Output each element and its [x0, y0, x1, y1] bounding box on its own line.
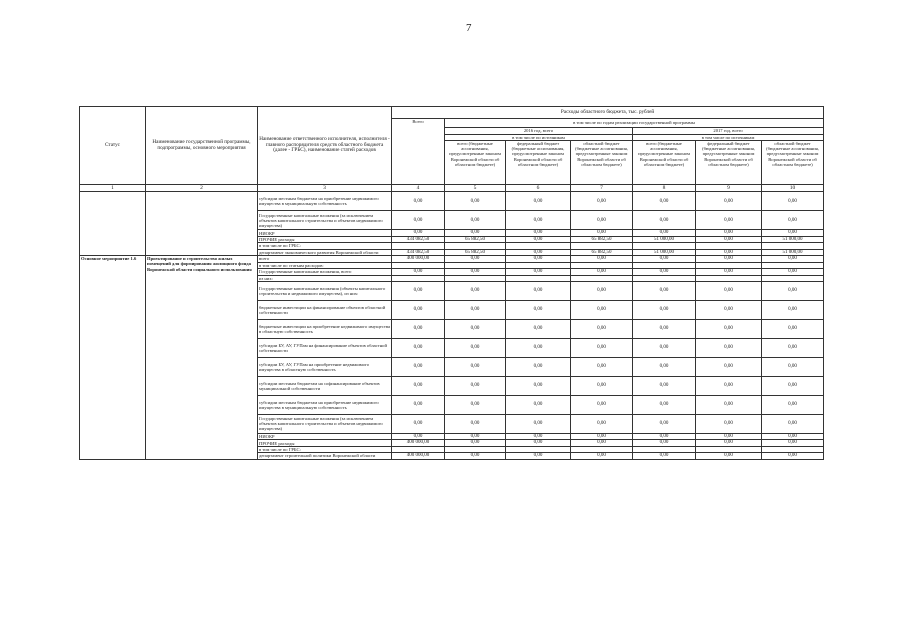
column-index-row [80, 185, 824, 192]
amount-cell: 0,00 [633, 268, 696, 275]
amount-cell: 0,00 [571, 414, 633, 433]
amount-cell: 0,00 [445, 395, 506, 414]
header-year-2016: 2016 год, всего [445, 128, 633, 135]
amount-cell: 0,00 [762, 319, 824, 338]
amount-cell: 0,00 [633, 433, 696, 440]
column-index: 7 [571, 185, 633, 192]
amount-cell: 0,00 [392, 211, 445, 230]
amount-cell: 0,00 [445, 414, 506, 433]
amount-cell: 0,00 [762, 256, 824, 263]
amount-cell: 0,00 [696, 300, 762, 319]
expense-item-label: Государственные капитальные вложения, всего [258, 268, 392, 275]
amount-cell: 0,00 [571, 376, 633, 395]
budget-table [79, 106, 824, 460]
table-row [80, 192, 824, 211]
amount-cell: 0,00 [445, 376, 506, 395]
amount-cell: 0,00 [445, 357, 506, 376]
amount-cell: 0,00 [762, 414, 824, 433]
column-index: 6 [506, 185, 571, 192]
amount-cell: 0,00 [762, 433, 824, 440]
header-src-all-2016: всего (бюджетные ассигнования, предусмотренные законом Воронежской области об областном бюджете) [445, 141, 506, 185]
measure-status: Основное мероприятие 1.6 [80, 256, 146, 459]
amount-cell: 0,00 [633, 192, 696, 211]
amount-cell: 0,00 [633, 357, 696, 376]
amount-cell: 0,00 [445, 230, 506, 237]
column-index: 2 [146, 185, 258, 192]
amount-cell: 0,00 [506, 395, 571, 414]
amount-cell: 0,00 [633, 414, 696, 433]
amount-cell: 65 882,50 [571, 249, 633, 256]
amount-cell: 65 882,50 [445, 249, 506, 256]
amount-cell: 0,00 [633, 395, 696, 414]
amount-cell: 0,00 [506, 236, 571, 243]
expense-item-label: в том числе по статьям расходов: [258, 262, 392, 268]
expense-item-label: субсидии местным бюджетам на приобретение недвижимого имущества в муниципальную собственность [258, 192, 392, 211]
header-src-fed-2016: федеральный бюджет (бюджетные ассигнования, предусмотренные законом Воронежской области об областном бюджете) [506, 141, 571, 185]
amount-cell: 0,00 [696, 211, 762, 230]
header-expenses: Расходы областного бюджета, тыс. рублей [392, 107, 824, 119]
amount-cell: 0,00 [696, 338, 762, 357]
amount-cell: 0,00 [696, 249, 762, 256]
amount-cell: 0,00 [762, 357, 824, 376]
status-cell-empty [80, 192, 146, 256]
expense-item-label: НИОКР [258, 433, 392, 440]
expense-item-label: Государственные капитальные вложения (за исключением объектов капитального строительства и объектов недвижимого имущества) [258, 414, 392, 433]
amount-cell: 0,00 [696, 256, 762, 263]
header-src-reg-2017: областной бюджет (бюджетные ассигнования, предусмотренные законом Воронежской области об областном бюджете) [762, 141, 824, 185]
amount-cell: 0,00 [762, 376, 824, 395]
amount-cell: 0,00 [506, 268, 571, 275]
header-status: Статус [80, 107, 146, 185]
amount-cell: 0,00 [571, 319, 633, 338]
amount-cell: 400 000,00 [392, 256, 445, 263]
amount-cell: 0,00 [762, 300, 824, 319]
program-cell-empty [146, 192, 258, 256]
amount-cell: 0,00 [696, 230, 762, 237]
column-index: 3 [258, 185, 392, 192]
amount-cell: 0,00 [506, 300, 571, 319]
amount-cell: 0,00 [696, 268, 762, 275]
amount-cell: 0,00 [696, 376, 762, 395]
amount-cell: 0,00 [445, 338, 506, 357]
amount-cell: 0,00 [506, 357, 571, 376]
header-year-2017: 2017 год, всего [633, 128, 824, 135]
expense-item-label: департамент экономического развития Воронежской области [258, 249, 392, 256]
amount-cell: 0,00 [445, 440, 506, 447]
amount-cell: 0,00 [506, 230, 571, 237]
amount-cell: 0,00 [445, 433, 506, 440]
amount-cell: 0,00 [506, 192, 571, 211]
amount-cell: 0,00 [506, 281, 571, 300]
amount-cell: 0,00 [392, 338, 445, 357]
amount-cell: 0,00 [696, 357, 762, 376]
expense-item-label: субсидии местным бюджетам на софинансирование объектов муниципальной собственности [258, 376, 392, 395]
amount-cell: 0,00 [571, 192, 633, 211]
amount-cell: 0,00 [392, 376, 445, 395]
column-index: 4 [392, 185, 445, 192]
amount-cell: 0,00 [445, 281, 506, 300]
header-src-fed-2017: федеральный бюджет (бюджетные ассигнования, предусмотренные законом Воронежской области об областном бюджете) [696, 141, 762, 185]
amount-cell: 0,00 [506, 414, 571, 433]
amount-cell: 0,00 [392, 230, 445, 237]
amount-cell: 51 000,00 [762, 236, 824, 243]
amount-cell: 0,00 [506, 211, 571, 230]
amount-cell: 0,00 [571, 230, 633, 237]
header-src-all-2017: всего (бюджетные ассигнования, предусмотренные законом Воронежской области об областном бюджете) [633, 141, 696, 185]
amount-cell: 0,00 [633, 319, 696, 338]
measure-program: Проектирование и строительство жилых помещений для формирования жилищного фонда Воронежской области социального использования [146, 256, 258, 459]
amount-cell: 0,00 [506, 319, 571, 338]
amount-cell: 0,00 [571, 281, 633, 300]
amount-cell: 0,00 [696, 236, 762, 243]
amount-cell: 0,00 [392, 319, 445, 338]
amount-cell: 0,00 [506, 433, 571, 440]
amount-cell: 0,00 [392, 192, 445, 211]
column-index: 1 [80, 185, 146, 192]
amount-cell: 0,00 [633, 338, 696, 357]
column-index: 10 [762, 185, 824, 192]
amount-cell: 0,00 [506, 453, 571, 460]
table-row [80, 256, 824, 263]
amount-cell: 0,00 [392, 268, 445, 275]
amount-cell: 0,00 [696, 453, 762, 460]
amount-cell: 0,00 [445, 211, 506, 230]
amount-cell: 51 000,00 [762, 249, 824, 256]
amount-cell: 0,00 [571, 440, 633, 447]
expense-item-label: Государственные капитальные вложения (за исключением объектов капитального строительства и объектов недвижимого имущества) [258, 211, 392, 230]
amount-cell: 0,00 [445, 192, 506, 211]
amount-cell: 0,00 [696, 414, 762, 433]
amount-cell: 0,00 [445, 300, 506, 319]
amount-cell: 51 000,00 [633, 236, 696, 243]
amount-cell: 0,00 [571, 357, 633, 376]
expense-item-label: в том числе по ГРБС: [258, 243, 392, 249]
column-index: 5 [445, 185, 506, 192]
amount-cell: 0,00 [762, 453, 824, 460]
amount-cell: 0,00 [571, 211, 633, 230]
expense-item-label: субсидии БУ, АУ, ГУПам на финансирование объектов областной собственности [258, 338, 392, 357]
expense-item-label: в том числе по ГРБС: [258, 446, 392, 452]
expense-item-label: из них: [258, 275, 392, 281]
amount-cell: 0,00 [762, 268, 824, 275]
header-sources-2016: в том числе по источникам [445, 135, 633, 141]
amount-cell: 0,00 [445, 453, 506, 460]
amount-cell: 0,00 [696, 440, 762, 447]
amount-cell: 0,00 [392, 281, 445, 300]
amount-cell: 0,00 [506, 256, 571, 263]
amount-cell: 0,00 [445, 319, 506, 338]
amount-cell: 0,00 [571, 453, 633, 460]
amount-cell: 0,00 [633, 376, 696, 395]
amount-cell: 0,00 [506, 376, 571, 395]
amount-cell: 0,00 [445, 256, 506, 263]
amount-cell: 0,00 [633, 256, 696, 263]
expense-item-label: субсидии БУ, АУ, ГУПам на приобретение недвижимого имущества в областную собственность [258, 357, 392, 376]
amount-cell: 434 082,50 [392, 249, 445, 256]
header-sources-2017: в том числе по источникам [633, 135, 824, 141]
amount-cell: 0,00 [762, 211, 824, 230]
amount-cell: 0,00 [571, 256, 633, 263]
expense-item-label: всего [258, 256, 392, 263]
amount-cell: 400 000,00 [392, 453, 445, 460]
amount-cell: 0,00 [571, 433, 633, 440]
amount-cell: 0,00 [571, 300, 633, 319]
amount-cell: 65 882,50 [571, 236, 633, 243]
amount-cell: 0,00 [445, 268, 506, 275]
amount-cell: 0,00 [506, 338, 571, 357]
amount-cell: 0,00 [696, 281, 762, 300]
amount-cell: 65 882,50 [445, 236, 506, 243]
expense-item-label: департамент строительной политики Воронежской области [258, 453, 392, 460]
amount-cell: 400 000,00 [392, 440, 445, 447]
amount-cell: 51 000,00 [633, 249, 696, 256]
amount-cell: 0,00 [762, 230, 824, 237]
amount-cell: 0,00 [633, 300, 696, 319]
page-number: 7 [466, 22, 472, 34]
header-by-years: в том числе по годам реализации государственной программы [445, 119, 824, 128]
amount-cell: 0,00 [762, 440, 824, 447]
expense-item-label: ПРОЧИЕ расходы [258, 440, 392, 447]
amount-cell: 0,00 [762, 281, 824, 300]
amount-cell: 0,00 [506, 249, 571, 256]
amount-cell: 0,00 [696, 395, 762, 414]
amount-cell: 0,00 [633, 453, 696, 460]
column-index: 8 [633, 185, 696, 192]
amount-cell: 0,00 [392, 395, 445, 414]
amount-cell: 0,00 [392, 414, 445, 433]
header-executor: Наименование ответственного исполнителя, исполнителя - главного распорядителя средств областного бюджета (далее - ГРБС), наименование статей расходов [258, 107, 392, 185]
expense-item-label: Государственные капитальные вложения (объекты капитального строительства и недвижимого имущества), из них: [258, 281, 392, 300]
amount-cell: 0,00 [633, 230, 696, 237]
amount-cell: 0,00 [696, 319, 762, 338]
amount-cell: 0,00 [762, 192, 824, 211]
amount-cell: 0,00 [571, 268, 633, 275]
expense-item-label: субсидии местным бюджетам на приобретение недвижимого имущества в муниципальную собственность [258, 395, 392, 414]
amount-cell: 434 082,50 [392, 236, 445, 243]
amount-cell: 0,00 [392, 300, 445, 319]
amount-cell: 0,00 [633, 281, 696, 300]
amount-cell: 0,00 [571, 338, 633, 357]
expense-item-label: НИОКР [258, 230, 392, 237]
header-src-reg-2016: областной бюджет (бюджетные ассигнования, предусмотренные законом Воронежской области об областном бюджете) [571, 141, 633, 185]
amount-cell: 0,00 [696, 192, 762, 211]
amount-cell: 0,00 [696, 433, 762, 440]
amount-cell: 0,00 [571, 395, 633, 414]
amount-cell: 0,00 [392, 357, 445, 376]
amount-cell: 0,00 [506, 440, 571, 447]
amount-cell: 0,00 [392, 433, 445, 440]
expense-item-label: ПРОЧИЕ расходы [258, 236, 392, 243]
header-total: Всего [392, 119, 445, 185]
expense-item-label: бюджетные инвестиции на финансирование объектов областной собственности [258, 300, 392, 319]
amount-cell: 0,00 [633, 440, 696, 447]
column-index: 9 [696, 185, 762, 192]
amount-cell: 0,00 [762, 338, 824, 357]
header-program: Наименование государственной программы, подпрограммы, основного мероприятия [146, 107, 258, 185]
expense-item-label: бюджетные инвестиции на приобретение недвижимого имущества в областную собственность [258, 319, 392, 338]
amount-cell: 0,00 [762, 395, 824, 414]
amount-cell: 0,00 [633, 211, 696, 230]
